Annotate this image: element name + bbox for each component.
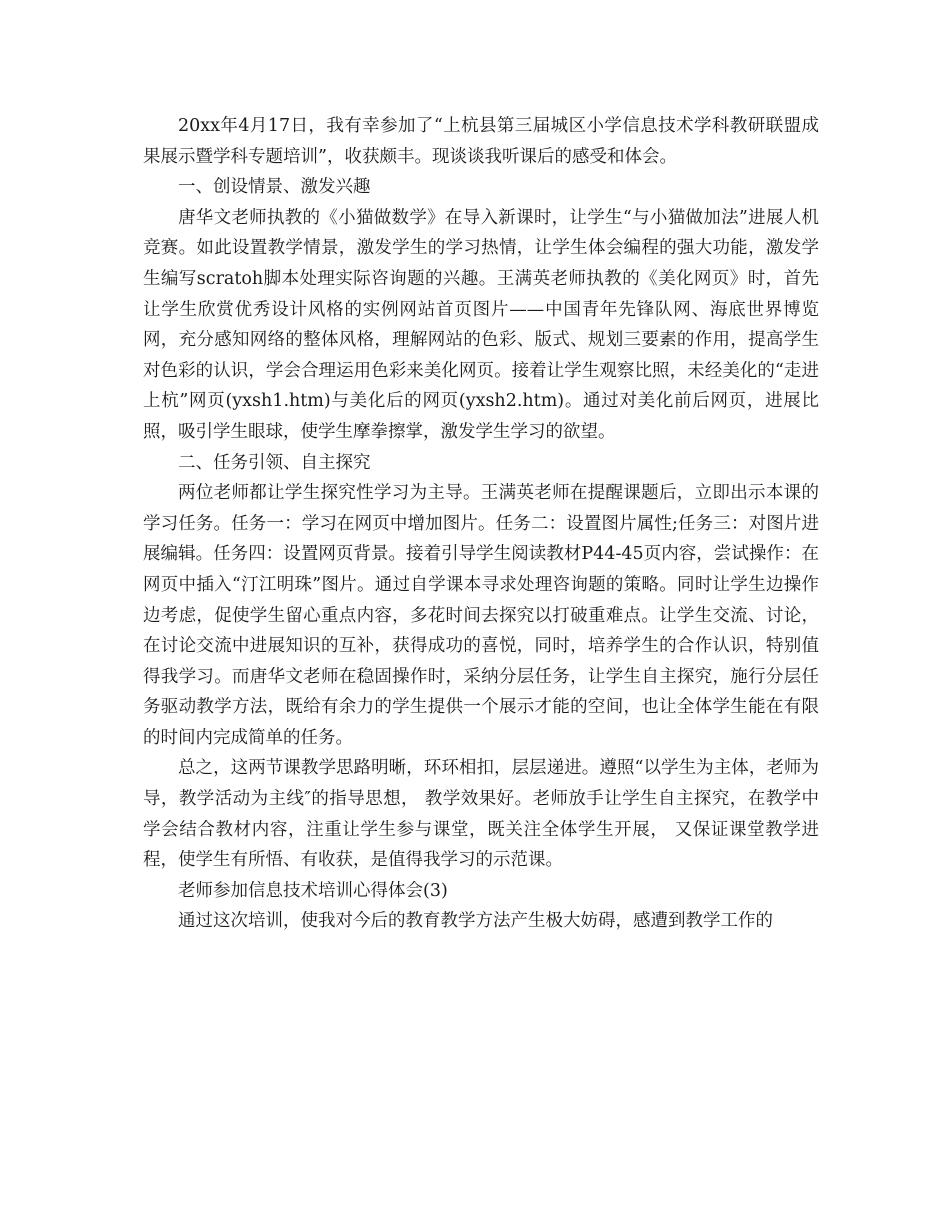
section-heading-2: 二、任务引领、自主探究 <box>178 452 371 473</box>
paragraph-intro: 20xx年4月17日，我有幸参加了“上杭县第三届城区小学信息技术学科教研联盟成果展示暨学科专题培训”，收获颇丰。现谈谈我听课后的感受和体会。 <box>143 116 819 167</box>
section-heading-3: 老师参加信息技术培训心得体会(3) <box>178 880 448 901</box>
paragraph-section-3: 通过这次培训，使我对今后的教育教学方法产生极大妨碍，感遭到教学工作的 <box>178 911 773 932</box>
section-heading-1: 一、创设情景、激发兴趣 <box>178 177 371 198</box>
document-page <box>143 111 819 937</box>
paragraph-section-1: 唐华文老师执教的《小猫做数学》在导入新课时，让学生“与小猫做加法”进展人机竞赛。如此设置教学情景，激发学生的学习热情，让学生体会编程的强大功能，激发学生编写scratoh脚本处理实际咨询题的兴趣。王满英老师执教的《美化网页》时，首先让学生欣赏优秀设计风格的实例网站首页图片——中国青年先锋队网、海底世界博览网，充分感知网络的整体风格，理解网站的色彩、版式、规划三要素的作用，提高学生对色彩的认识，学会合理运用色彩来美化网页。接着让学生观察比照，未经美化的“走进上杭”网页(yxsh1.htm)与美化后的网页(yxsh2.htm)。通过对美化前后网页，进展比照，吸引学生眼球，使学生摩拳擦掌，激发学生学习的欲望。 <box>143 207 819 442</box>
paragraph-section-2: 两位老师都让学生探究性学习为主导。王满英老师在提醒课题后，立即出示本课的学习任务。任务一：学习在网页中增加图片。任务二：设置图片属性;任务三：对图片进展编辑。任务四：设置网页背景。接着引导学生阅读教材P44-45页内容，尝试操作：在网页中插入“汀江明珠”图片。通过自学课本寻求处理咨询题的策略。同时让学生边操作边考虑，促使学生留心重点内容，多花时间去探究以打破重难点。让学生交流、讨论，在讨论交流中进展知识的互补，获得成功的喜悦，同时，培养学生的合作认识，特别值得我学习。而唐华文老师在稳固操作时，采纳分层任务，让学生自主探究，施行分层任务驱动教学方法，既给有余力的学生提供一个展示才能的空间，也让全体学生能在有限的时间内完成简单的任务。 <box>143 483 819 748</box>
paragraph-summary: 总之，这两节课教学思路明晰，环环相扣，层层递进。遵照“以学生为主体，老师为导，教学活动为主线″的指导思想， 教学效果好。老师放手让学生自主探究，在教学中学会结合教材内容，注重让学生参与课堂，既关注全体学生开展， 又保证课堂教学进程，使学生有所悟、有收获，是值得我学习的示范课。 <box>143 758 819 871</box>
